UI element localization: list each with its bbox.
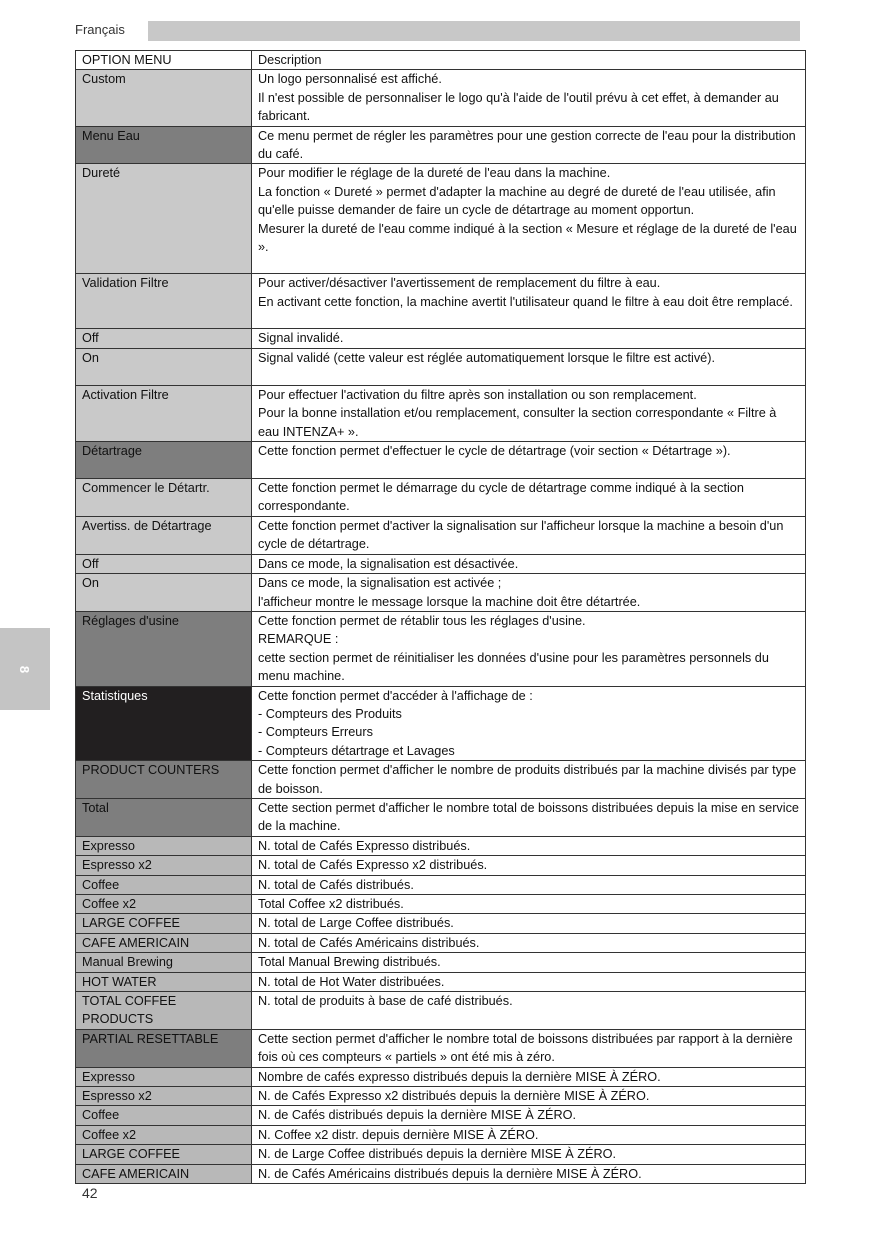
option-description-cell [252,992,806,1030]
table-row [76,1164,806,1183]
table-row [76,385,806,441]
option-name-cell: Réglages d'usine [76,611,252,686]
description-line: Pour modifier le réglage de la dureté de l'eau dans la machine. [258,166,611,181]
option-name-cell: HOT WATER [76,972,252,991]
table-row [76,914,806,933]
option-name-cell: LARGE COFFEE [76,914,252,933]
option-description-cell [252,1106,806,1125]
description-line: Cette fonction permet d'afficher le nombre de produits distribués par la machine divisés par type de boisson. [258,763,797,796]
description-line: Mesurer la dureté de l'eau comme indiqué à la section « Mesure et réglage de la dureté de l'eau ». [258,221,797,255]
option-description-cell [252,126,806,164]
option-description-cell [252,1029,806,1067]
option-description-cell [252,933,806,952]
option-name-cell: CAFE AMERICAIN [76,933,252,952]
table-row [76,70,806,126]
option-description-cell [252,479,806,517]
option-description-cell [252,554,806,573]
table-row [76,895,806,914]
page-number: 42 [82,1185,98,1201]
table-row [76,1087,806,1106]
table-row [76,972,806,991]
option-name-cell: Coffee x2 [76,1125,252,1144]
table-row [76,479,806,517]
column-header-option: OPTION MENU [76,51,252,70]
description-line: Signal invalidé. [258,331,344,346]
table-row [76,1145,806,1164]
option-description-cell [252,1087,806,1106]
description-line: Dans ce mode, la signalisation est activée ; [258,576,502,591]
option-name-cell: Détartrage [76,442,252,479]
description-line: N. total de Large Coffee distribués. [258,916,454,931]
table-row [76,164,806,274]
description-line: Nombre de cafés expresso distribués depuis la dernière MISE À ZÉRO. [258,1069,661,1084]
description-line: Un logo personnalisé est affiché. [258,72,442,87]
table-row [76,761,806,799]
option-description-cell [252,70,806,126]
option-name-cell: PARTIAL RESETTABLE [76,1029,252,1067]
option-menu-table [75,50,806,1184]
option-description-cell [252,856,806,875]
option-name-cell: Activation Filtre [76,385,252,441]
table-row [76,329,806,348]
option-name-cell: Expresso [76,836,252,855]
description-line: N. total de produits à base de café distribués. [258,994,513,1009]
description-line: Cette fonction permet d'accéder à l'affichage de : [258,688,533,703]
description-line: - Compteurs Erreurs [258,725,373,740]
language-label: Français [75,22,125,37]
option-name-cell: Coffee [76,1106,252,1125]
option-name-cell: Commencer le Détartr. [76,479,252,517]
table-row [76,798,806,836]
description-line: l'afficheur montre le message lorsque la machine doit être détartrée. [258,594,641,609]
table-row [76,1106,806,1125]
option-description-cell [252,761,806,799]
table-row [76,1125,806,1144]
option-name-cell: Avertiss. de Détartrage [76,516,252,554]
description-line: Cette section permet d'afficher le nombre total de boissons distribuées depuis la mise en service de la machine. [258,800,799,834]
table-row [76,611,806,686]
option-description-cell [252,442,806,479]
table-row [76,274,806,329]
table-row [76,836,806,855]
option-name-cell: On [76,348,252,385]
option-description-cell [252,914,806,933]
description-line: N. de Cafés distribués depuis la dernière MISE À ZÉRO. [258,1108,577,1123]
description-line: N. Coffee x2 distr. depuis dernière MISE À ZÉRO. [258,1127,539,1142]
chapter-tab-number: 8 [17,665,33,673]
option-name-cell: Espresso x2 [76,1087,252,1106]
description-line: Pour activer/désactiver l'avertissement de remplacement du filtre à eau. [258,276,661,291]
table-row [76,442,806,479]
table-row [76,856,806,875]
table-row [76,953,806,972]
header-bar [148,21,800,41]
description-line: N. de Cafés Américains distribués depuis la dernière MISE À ZÉRO. [258,1166,642,1181]
description-line: Cette fonction permet le démarrage du cycle de détartrage comme indiqué à la section correspondante. [258,481,744,514]
option-name-cell: Off [76,554,252,573]
description-line: Pour effectuer l'activation du filtre après son installation ou son remplacement. [258,387,697,402]
option-name-cell: Menu Eau [76,126,252,164]
option-description-cell [252,836,806,855]
description-line: Ce menu permet de régler les paramètres pour une gestion correcte de l'eau pour la distribution du café. [258,128,796,162]
description-line: N. total de Cafés distribués. [258,877,414,892]
description-line: REMARQUE : [258,632,339,647]
option-description-cell [252,574,806,612]
option-description-cell [252,895,806,914]
description-line: Total Manual Brewing distribués. [258,955,441,970]
option-name-cell: Total [76,798,252,836]
option-description-cell [252,1125,806,1144]
option-name-cell: CAFE AMERICAIN [76,1164,252,1183]
table-row [76,1029,806,1067]
description-line: - Compteurs détartrage et Lavages [258,743,455,758]
description-line: Il n'est possible de personnaliser le logo qu'à l'aide de l'outil prévu à cet effet, à demander au fabricant. [258,90,779,124]
option-description-cell [252,972,806,991]
option-description-cell [252,1067,806,1086]
description-line: N. de Large Coffee distribués depuis la dernière MISE À ZÉRO. [258,1147,617,1162]
description-line: Cette fonction permet d'activer la signalisation sur l'afficheur lorsque la machine a besoin d'un cycle de détartrage. [258,518,784,552]
option-description-cell [252,329,806,348]
description-line: En activant cette fonction, la machine avertit l'utilisateur quand le filtre à eau doit être remplacé. [258,294,793,309]
option-description-cell [252,274,806,329]
description-line: N. total de Cafés Américains distribués. [258,935,480,950]
description-line: La fonction « Dureté » permet d'adapter la machine au degré de dureté de l'eau utilisée, afin qu'elle puisse demander de faire un cycle de détartrage au moment opportun. [258,184,776,218]
option-description-cell [252,686,806,761]
table-row [76,686,806,761]
description-line: Pour la bonne installation et/ou remplacement, consulter la section correspondante « Filtre à eau INTENZA+ ». [258,406,777,439]
option-description-cell [252,516,806,554]
option-name-cell: Espresso x2 [76,856,252,875]
description-line: cette section permet de réinitialiser les données d'usine pour les paramètres personnels du menu machine. [258,650,769,684]
description-line: N. total de Hot Water distribuées. [258,974,445,989]
description-line: Cette fonction permet d'effectuer le cycle de détartrage (voir section « Détartrage »). [258,444,731,459]
option-description-cell [252,385,806,441]
option-description-cell [252,164,806,274]
option-name-cell: LARGE COFFEE [76,1145,252,1164]
description-line: N. total de Cafés Expresso x2 distribués. [258,858,488,873]
description-line: N. de Cafés Expresso x2 distribués depuis la dernière MISE À ZÉRO. [258,1089,650,1104]
table-row [76,1067,806,1086]
option-name-cell: Custom [76,70,252,126]
table-row [76,992,806,1030]
option-name-cell: Statistiques [76,686,252,761]
option-name-cell: Dureté [76,164,252,274]
description-line: Signal validé (cette valeur est réglée automatiquement lorsque le filtre est activé). [258,350,715,365]
table-row [76,348,806,385]
option-description-cell [252,1164,806,1183]
table-row [76,554,806,573]
chapter-tab [0,628,50,710]
description-line: Total Coffee x2 distribués. [258,897,404,911]
description-line: Dans ce mode, la signalisation est désactivée. [258,556,519,571]
option-description-cell [252,875,806,894]
option-name-cell: Manual Brewing [76,953,252,972]
option-name-cell: Expresso [76,1067,252,1086]
column-header-description: Description [252,51,806,70]
option-description-cell [252,953,806,972]
table-header-row [76,51,806,70]
option-name-cell: PRODUCT COUNTERS [76,761,252,799]
option-description-cell [252,348,806,385]
table-row [76,574,806,612]
option-menu-table-wrapper [75,50,805,1184]
option-name-cell: Coffee x2 [76,895,252,914]
option-name-cell: On [76,574,252,612]
option-name-cell: TOTAL COFFEE PRODUCTS [76,992,252,1030]
description-line: Cette fonction permet de rétablir tous les réglages d'usine. [258,613,586,628]
option-name-cell: Validation Filtre [76,274,252,329]
table-row [76,875,806,894]
table-row [76,516,806,554]
table-row [76,933,806,952]
option-description-cell [252,798,806,836]
description-line: Cette section permet d'afficher le nombre total de boissons distribuées par rapport à la dernière fois où ces compteurs « partiels » ont été mis à zéro. [258,1031,793,1065]
option-name-cell: Coffee [76,875,252,894]
description-line: - Compteurs des Produits [258,706,402,721]
table-row [76,126,806,164]
option-description-cell [252,611,806,686]
option-description-cell [252,1145,806,1164]
option-name-cell: Off [76,329,252,348]
description-line: N. total de Cafés Expresso distribués. [258,838,471,853]
